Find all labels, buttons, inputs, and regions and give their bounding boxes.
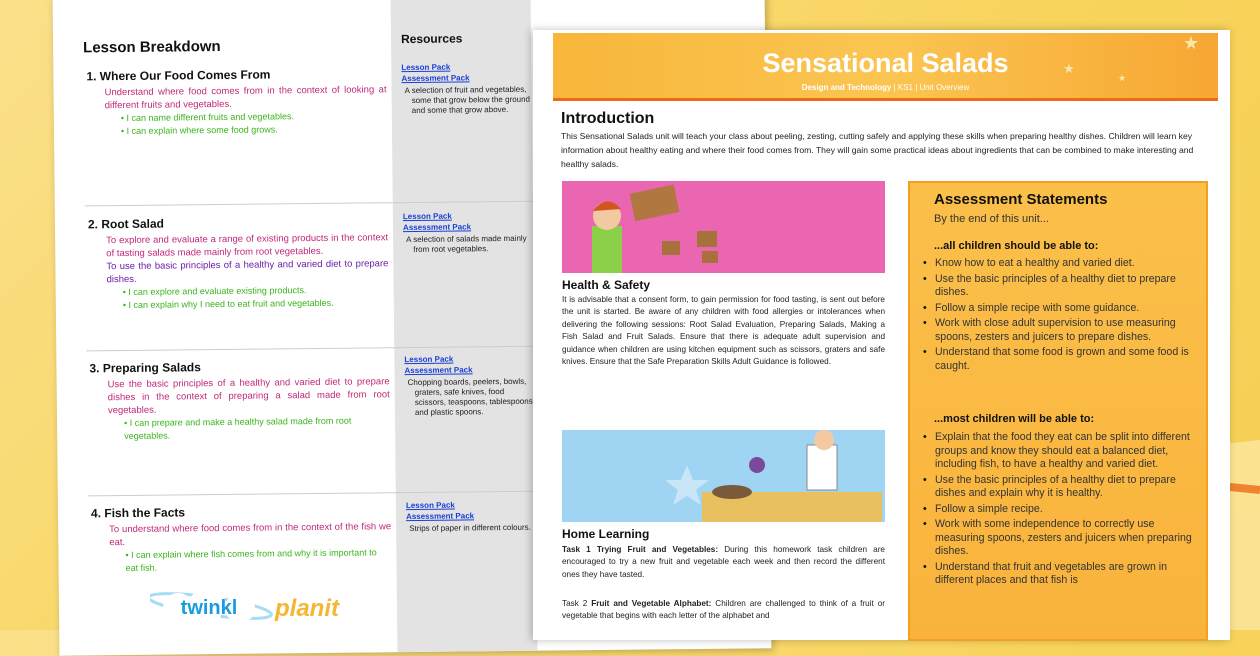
resources-title: Resources	[400, 31, 463, 47]
assessment-pack-link[interactable]: Assessment Pack	[405, 511, 475, 522]
home-learning-heading: Home Learning	[562, 527, 650, 541]
lesson-objective: To explore and evaluate a range of existing products in the context of tasting salads made mainly from root vegetables.	[106, 232, 389, 260]
outcome: • I can prepare and make a healthy salad made from root vegetables.	[124, 414, 390, 443]
lesson-objective: Use the basic principles of a healthy and varied diet to prepare dishes in the context of preparing a salad made from root vegetables.	[107, 376, 390, 417]
outcome: • I can explain why I need to eat fruit and vegetables.	[123, 296, 389, 312]
statement: • Use the basic principles of a healthy diet to prepare dishes.	[920, 273, 1195, 300]
statement: • Follow a simple recipe with some guidance.	[920, 302, 1195, 316]
outcome: • I can explain where some food grows.	[121, 122, 387, 138]
all-children-heading: ...all children should be able to:	[934, 240, 1099, 252]
lesson-1-resources	[401, 61, 532, 116]
health-safety-text: It is advisable that a consent form, to gain permission for food tasting, is sent out before the unit is started. Be aware of any children with food allergies or intolerances when delivering the following sessions: Root Salad Evaluation, Preparing Salads, Making a Fish Salad and Fruit Salads. Ensure that there is adequate adult supervision and guidance when children are using kitchen equipment such as scissors, graters and safe knives. Ensure that the Safe Preparation Skills Adult Guidance is followed.	[562, 295, 885, 367]
logo-product: planit	[275, 595, 339, 622]
lesson-objective: Understand where food comes from in the context of looking at different fruits and vegetables.	[104, 84, 387, 112]
statement: • Understand that fruit and vegetables are grown in different places and that fish is	[920, 561, 1195, 588]
outcome: • I can explore and evaluate existing products.	[123, 283, 389, 299]
task-2-title: Fruit and Vegetable Alphabet:	[591, 599, 712, 608]
assessment-pack-link[interactable]: Assessment Pack	[402, 222, 472, 233]
lesson-objective: To understand where food comes from in the context of the fish we eat.	[109, 521, 392, 549]
resource-item: Strips of paper in different colours.	[409, 522, 531, 534]
child-with-boxes-image	[562, 181, 885, 273]
unit-overview-page	[533, 30, 1230, 640]
resource-item: A selection of salads made mainly from root vegetables.	[406, 233, 527, 254]
lesson-3-resources	[404, 353, 535, 418]
task-2-text: Children are challenged to think of a fruit or vegetable that begins with each letter of the alphabet and	[562, 599, 885, 621]
statement: • Follow a simple recipe.	[920, 503, 1195, 517]
intro-heading: Introduction	[561, 110, 655, 127]
lesson-objective: To use the basic principles of a healthy and varied diet to prepare dishes.	[106, 258, 389, 286]
all-children-list	[920, 257, 1195, 375]
statement: • Use the basic principles of a healthy diet to prepare dishes and explain why it is healthy.	[920, 474, 1195, 501]
assessment-heading: Assessment Statements	[934, 191, 1108, 208]
task-2	[562, 598, 885, 623]
assessment-pack-link[interactable]: Assessment Pack	[404, 365, 473, 376]
health-safety-heading: Health & Safety	[562, 278, 651, 292]
resource-item: A selection of fruit and vegetables, some that grow below the ground and some that grow above.	[404, 84, 531, 115]
lesson-4-resources	[406, 499, 536, 534]
lesson-title: 3. Preparing Salads	[89, 360, 201, 376]
star-icon: ★	[1063, 61, 1075, 76]
most-children-list	[920, 431, 1195, 590]
lesson-title: 2. Root Salad	[87, 216, 165, 232]
page-title: Lesson Breakdown	[83, 37, 221, 57]
unit-subtitle	[553, 83, 1218, 92]
star-icon: ★	[1183, 33, 1200, 53]
most-children-heading: ...most children will be able to:	[934, 413, 1095, 425]
task-1-text: During this homework task children are encouraged to try a new fruit and vegetable each week and then record the different ones they have tasted.	[562, 545, 885, 579]
task-2-prefix: Task 2	[562, 599, 592, 608]
resource-item: Chopping boards, peelers, bowls, graters, safe knives, food scissors, teaspoons, tablespoons and plastic spoons.	[407, 376, 533, 417]
lesson-2-resources	[403, 210, 533, 255]
outcome: • I can explain where fish comes from and why it is important to eat fish.	[125, 546, 391, 575]
outcome: • I can name different fruits and vegetables.	[121, 109, 387, 125]
twinkl-logo-icon	[150, 584, 380, 628]
lesson-2	[88, 214, 389, 312]
statement: • Work with close adult supervision to use measuring spoons, zesters and juicers to prepare dishes.	[920, 317, 1195, 344]
assessment-statements	[908, 181, 1208, 641]
subtitle-rest: | KS1 | Unit Overview	[891, 83, 970, 92]
statement: • Understand that some food is grown and some food is caught.	[920, 346, 1195, 373]
home-learning-illustration	[562, 430, 885, 522]
task-1-title: Task 1 Trying Fruit and Vegetables:	[562, 545, 719, 554]
assessment-intro: By the end of this unit...	[934, 213, 1049, 225]
lesson-1	[86, 66, 387, 138]
lesson-3	[89, 358, 390, 443]
assessment-pack-link[interactable]: Assessment Pack	[401, 73, 470, 84]
star-icon: ★	[1118, 73, 1127, 83]
twinkl-planit-logo	[150, 584, 380, 628]
task-1	[562, 544, 885, 581]
lesson-pack-link[interactable]: Lesson Pack	[402, 211, 452, 222]
logo-brand: twinkl	[180, 597, 238, 619]
statement: • Explain that the food they eat can be split into different groups and know they should eat a balanced diet, including fish, to have a healthy and varied diet.	[920, 431, 1195, 472]
lesson-pack-link[interactable]: Lesson Pack	[404, 354, 454, 365]
lesson-4	[91, 503, 392, 575]
statement: • Work with some independence to correctly use measuring spoons, zesters and juicers when preparing dishes.	[920, 518, 1195, 559]
lesson-title: 1. Where Our Food Comes From	[86, 67, 271, 84]
lesson-title: 4. Fish the Facts	[90, 505, 186, 521]
lesson-pack-link[interactable]: Lesson Pack	[401, 62, 451, 73]
intro-text: This Sensational Salads unit will teach your class about peeling, zesting, cutting safely and applying these skills when preparing healthy dishes. Children will learn key information about healthy eating and where their food comes from. They will gain some practical ideas about ingredients that can be combined to make interesting and healthy salads.	[561, 131, 1194, 169]
unit-title: Sensational Salads	[762, 48, 1009, 78]
overview-header	[553, 33, 1218, 101]
kitchen-illustration	[562, 181, 885, 273]
lesson-pack-link[interactable]: Lesson Pack	[405, 500, 455, 511]
statement: • Know how to eat a healthy and varied diet.	[920, 257, 1195, 271]
child-at-table-image	[562, 430, 885, 522]
subject: Design and Technology	[801, 83, 892, 92]
